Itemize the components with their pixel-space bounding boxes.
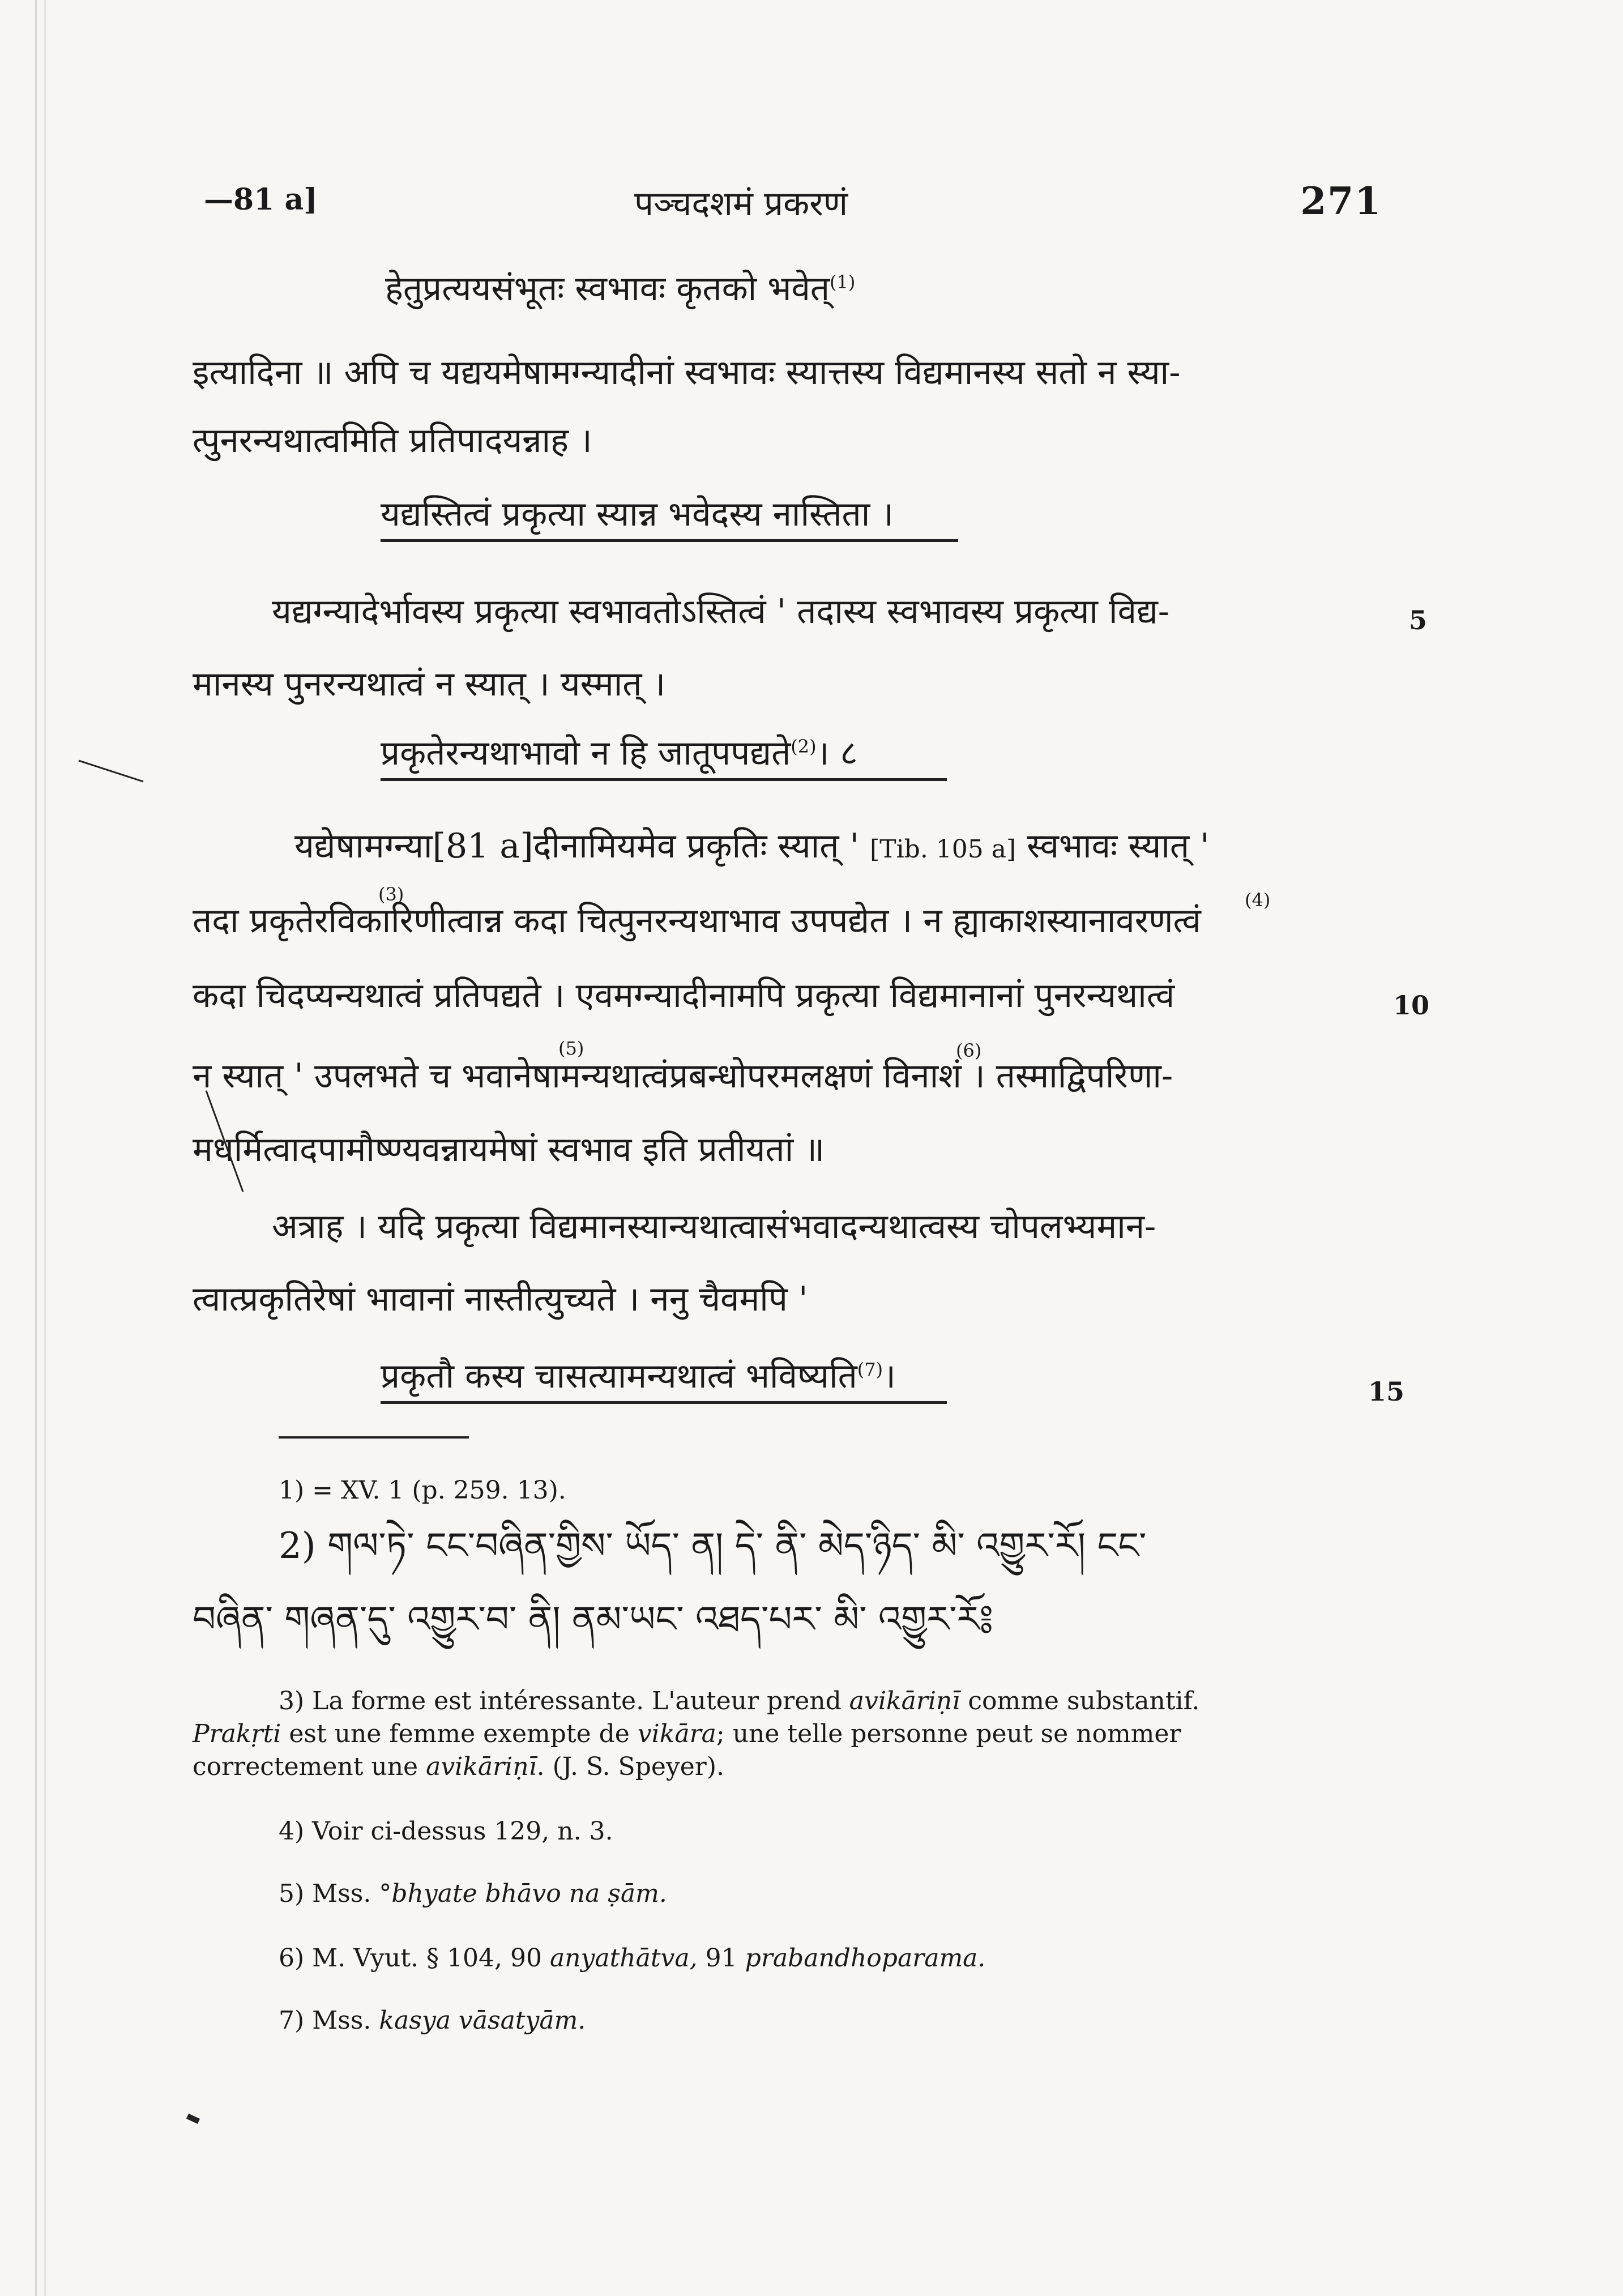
footnote-5 [279,1878,667,1909]
verse-1-text: हेतुप्रत्ययसंभूतः स्वभावः कृतको भवेत् [385,269,830,309]
footnote-3-text-f: . (J. S. Speyer). [536,1752,724,1781]
footnote-ref-7: (7) [857,1359,883,1380]
footnote-2-line-1: 2) གལ་ཏེ་ ངང་བཞིན་གྱིས་ ཡོད་ ན། དེ་ ནི་ མེད་ཉིད་ མི་ འགྱུར་རོ། ངང་ [279,1525,1147,1567]
footnote-ref-4: (4) [1245,889,1271,911]
footnote-7 [279,2005,586,2036]
footnote-6-term-2: prabandhoparama. [745,1944,986,1973]
footnote-6 [279,1943,985,1974]
paragraph-3-line-5: मधर्मित्वादपामौष्ण्यवन्नायमेषां स्वभाव इति प्रतीयतां ॥ [193,1130,825,1170]
footnote-3-line-1 [279,1685,1199,1717]
footnote-3-term-3: vikāra [637,1719,716,1748]
footnote-ref-6: (6) [956,1040,982,1061]
paragraph-3-line-1-text: यद्येषामग्न्या[81 a]दीनामियमेव प्रकृतिः स्यात् ' [294,826,859,866]
verse-3 [381,733,947,781]
footnote-3-text-b: comme substantif. [968,1687,1200,1715]
verse-1 [385,269,856,309]
page-header [204,179,1382,228]
verse-3-number: । ८ [816,733,858,773]
paragraph-3-line-3: कदा चिदप्यन्यथात्वं प्रतिपद्यते । एवमग्न्यादीनामपि प्रकृत्या विद्यमानानां पुनरन्यथात्वं [193,976,1175,1015]
paragraph-3-line-1 [294,826,1210,866]
footnote-3-text-e: correctement une [193,1752,418,1781]
paragraph-3-line-4: न स्यात् ' उपलभते च भवानेषामन्यथात्वंप्रबन्धोपरमलक्षणं विनाशं । तस्माद्विपरिणा- [193,1056,1173,1096]
line-number-5: 5 [1409,605,1428,635]
footnote-7-text: 7) Mss. [279,2006,371,2035]
verse-4-text: प्रकृतौ कस्य चासत्यामन्यथात्वं भविष्यति [381,1356,857,1396]
footnote-ref-3: (3) [378,884,404,905]
footnote-3-term-1: avikāriṇī [849,1687,960,1715]
footnote-separator [279,1436,469,1439]
footnote-3-text-c: est une femme exempte de [289,1719,630,1748]
line-number-15: 15 [1368,1376,1405,1407]
header-folio-range: —81 a] [204,182,318,217]
footnote-3-term-4: avikāriṇī [426,1752,537,1781]
verse-4 [381,1356,947,1404]
paragraph-2-line-2: मानस्य पुनरन्यथात्वं न स्यात् । यस्मात् । [193,664,666,704]
footnote-ref-2: (2) [791,736,817,757]
footnote-7-term: kasya vāsatyām. [379,2006,586,2035]
footnote-5-text: 5) Mss. [279,1879,371,1908]
header-chapter-title: पञ्चदशमं प्रकरणं [634,184,848,224]
footnote-ref-1: (1) [830,271,856,293]
scan-stroke [78,760,143,783]
footnote-6-text-b: 91 [705,1944,737,1973]
verse-2: यद्यस्तित्वं प्रकृत्या स्यान्न भवेदस्य नास्तिता । [381,497,958,542]
paragraph-1-line-1: इत्यादिना ॥ अपि च यद्ययमेषामग्न्यादीनां स्वभावः स्यात्तस्य विद्यमानस्य सतो न स्या- [193,353,1181,392]
verse-4-end: । [883,1356,896,1396]
footnote-1: 1) = XV. 1 (p. 259. 13). [279,1476,566,1505]
paragraph-3-line-1-end: स्वभावः स्यात् ' [1027,826,1210,866]
header-page-number: 271 [1300,179,1382,223]
paragraph-4-line-1: अत्राह । यदि प्रकृत्या विद्यमानस्यान्यथात्वासंभवादन्यथात्वस्य चोपलभ्यमान- [272,1207,1156,1247]
paragraph-2-line-1: यद्यग्न्यादेर्भावस्य प्रकृत्या स्वभावतोऽस्तित्वं ' तदास्य स्वभावस्य प्रकृत्या विद्य- [272,592,1170,631]
footnote-5-term: °bhyate bhāvo na ṣām. [379,1879,667,1908]
tibetan-folio-ref: [Tib. 105 a] [870,835,1016,864]
footnote-3-line-3 [193,1751,724,1782]
footnote-3-term-2: Prakṛti [193,1719,281,1748]
scan-speck [186,2114,200,2124]
paragraph-3-line-2: तदा प्रकृतेरविकारिणीत्वान्न कदा चित्पुनरन्यथाभाव उपपद्येत । न ह्याकाशस्यानावरणत्वं [193,901,1201,941]
footnote-4: 4) Voir ci-dessus 129, n. 3. [279,1817,613,1846]
footnote-6-text-a: 6) M. Vyut. § 104, 90 [279,1944,542,1973]
footnote-3-text-d: ; une telle personne peut se nommer [716,1719,1181,1748]
paragraph-1-line-2: त्पुनरन्यथात्वमिति प्रतिपादयन्नाह । [193,421,592,460]
footnote-ref-5: (5) [558,1038,584,1059]
line-number-10: 10 [1393,990,1430,1021]
scan-edge-left [35,0,37,2296]
footnote-6-term-1: anyathātva, [549,1944,698,1973]
footnote-3-text-a: 3) La forme est intéressante. L'auteur prend [279,1687,842,1715]
paragraph-4-line-2: त्वात्प्रकृतिरेषां भावानां नास्तीत्युच्यते । ननु चैवमपि ' [193,1279,808,1319]
footnote-2-line-2: བཞིན་ གཞན་དུ་ འགྱུར་བ་ ནི། ནམ་ཡང་ འཐད་པར་ མི་ འགྱུར་རོ༔ [193,1599,993,1641]
footnote-3-line-2 [193,1718,1181,1749]
verse-3-text: प्रकृतेरन्यथाभावो न हि जातूपपद्यते [381,733,791,773]
scan-edge-left-inner [44,0,46,2296]
